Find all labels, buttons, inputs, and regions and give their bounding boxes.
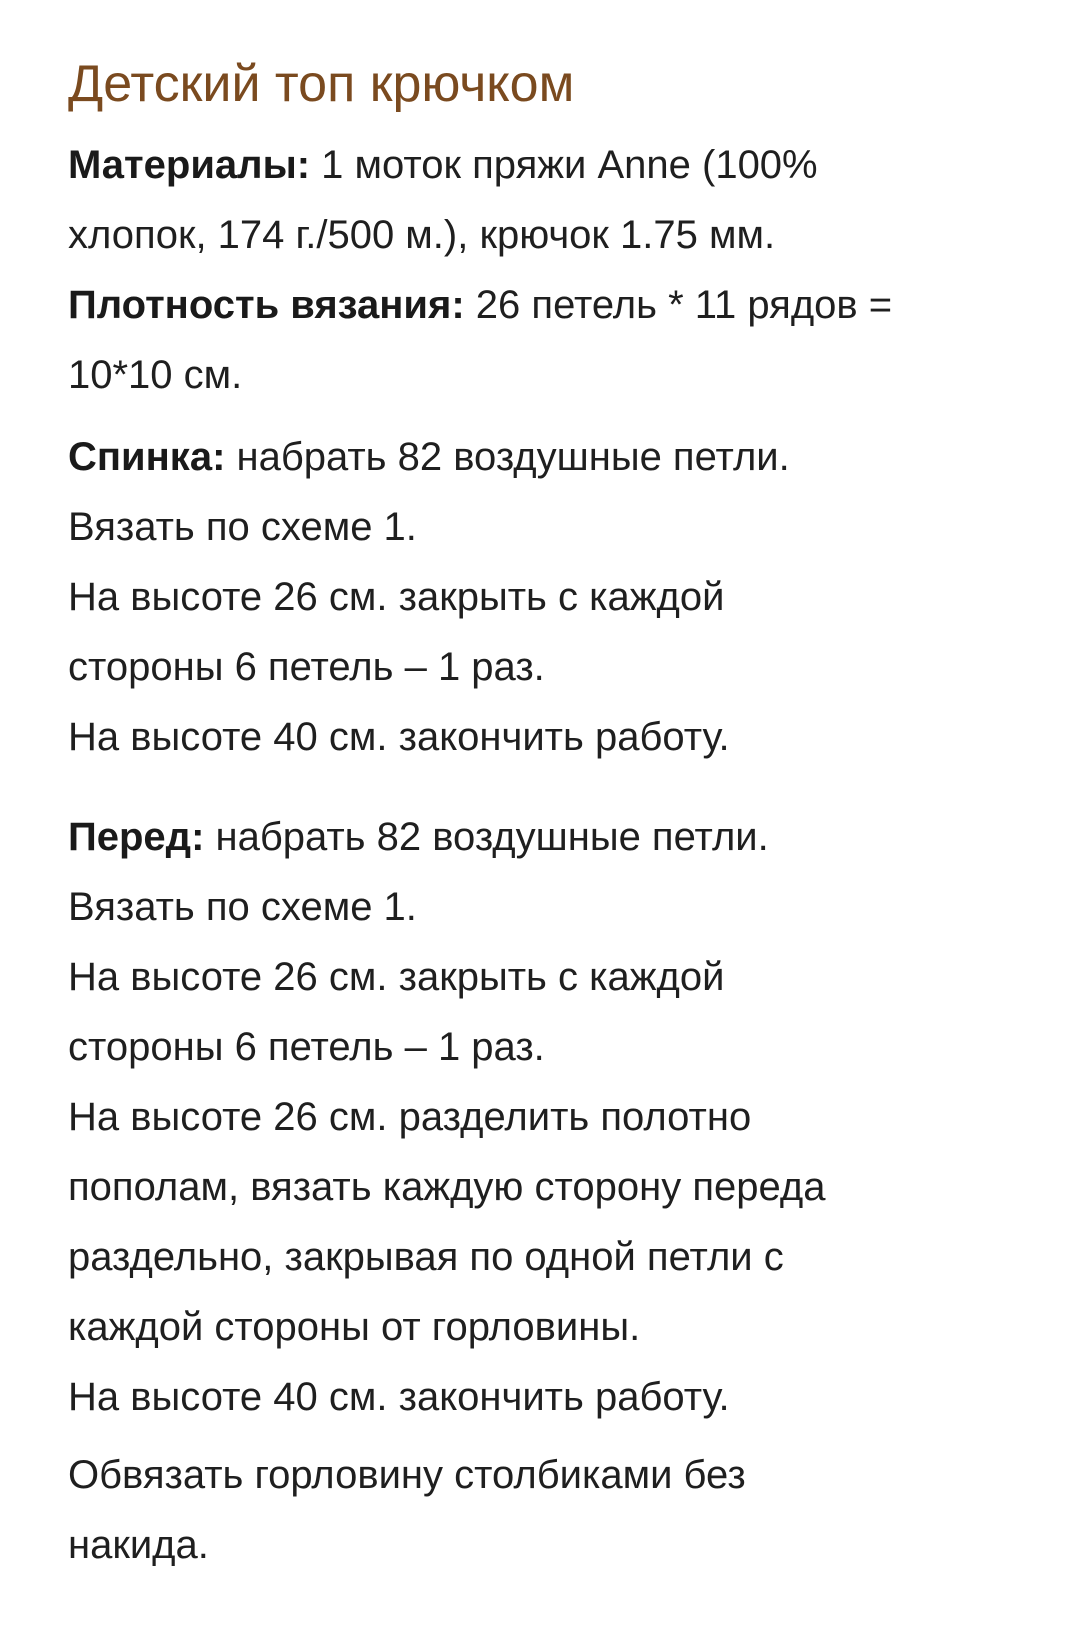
back-line-1: Спинка: набрать 82 воздушные петли. [68, 435, 790, 479]
front-line-8: каждой стороны от горловины. [68, 1305, 641, 1349]
materials-line-1: Материалы: 1 моток пряжи Anne (100% [68, 143, 818, 187]
front-line-1: Перед: набрать 82 воздушные петли. [68, 815, 769, 859]
gauge-line-2: 10*10 см. [68, 353, 243, 397]
finishing-paragraph [68, 1440, 1038, 1580]
gauge-label: Плотность вязания: [68, 283, 465, 327]
front-line-2: Вязать по схеме 1. [68, 885, 417, 929]
materials-label: Материалы: [68, 143, 311, 187]
page-title: Детский топ крючком [68, 55, 575, 113]
back-line-4: стороны 6 петель – 1 раз. [68, 645, 545, 689]
finishing-line-2: накида. [68, 1523, 209, 1567]
back-line-5: На высоте 40 см. закончить работу. [68, 715, 730, 759]
front-line-6: пополам, вязать каждую сторону переда [68, 1165, 826, 1209]
front-paragraph [68, 802, 1038, 1432]
back-label: Спинка: [68, 435, 226, 479]
front-line-4: стороны 6 петель – 1 раз. [68, 1025, 545, 1069]
finishing-line-1: Обвязать горловину столбиками без [68, 1453, 746, 1497]
materials-line-2: хлопок, 174 г./500 м.), крючок 1.75 мм. [68, 213, 776, 257]
front-line-3: На высоте 26 см. закрыть с каждой [68, 955, 725, 999]
front-line-9: На высоте 40 см. закончить работу. [68, 1375, 730, 1419]
front-label: Перед: [68, 815, 205, 859]
back-line-2: Вязать по схеме 1. [68, 505, 417, 549]
back-line-3: На высоте 26 см. закрыть с каждой [68, 575, 725, 619]
gauge-line-1: Плотность вязания: 26 петель * 11 рядов = [68, 283, 893, 327]
back-paragraph [68, 422, 1038, 772]
materials-paragraph [68, 130, 1038, 410]
front-line-7: раздельно, закрывая по одной петли с [68, 1235, 784, 1279]
front-line-5: На высоте 26 см. разделить полотно [68, 1095, 752, 1139]
